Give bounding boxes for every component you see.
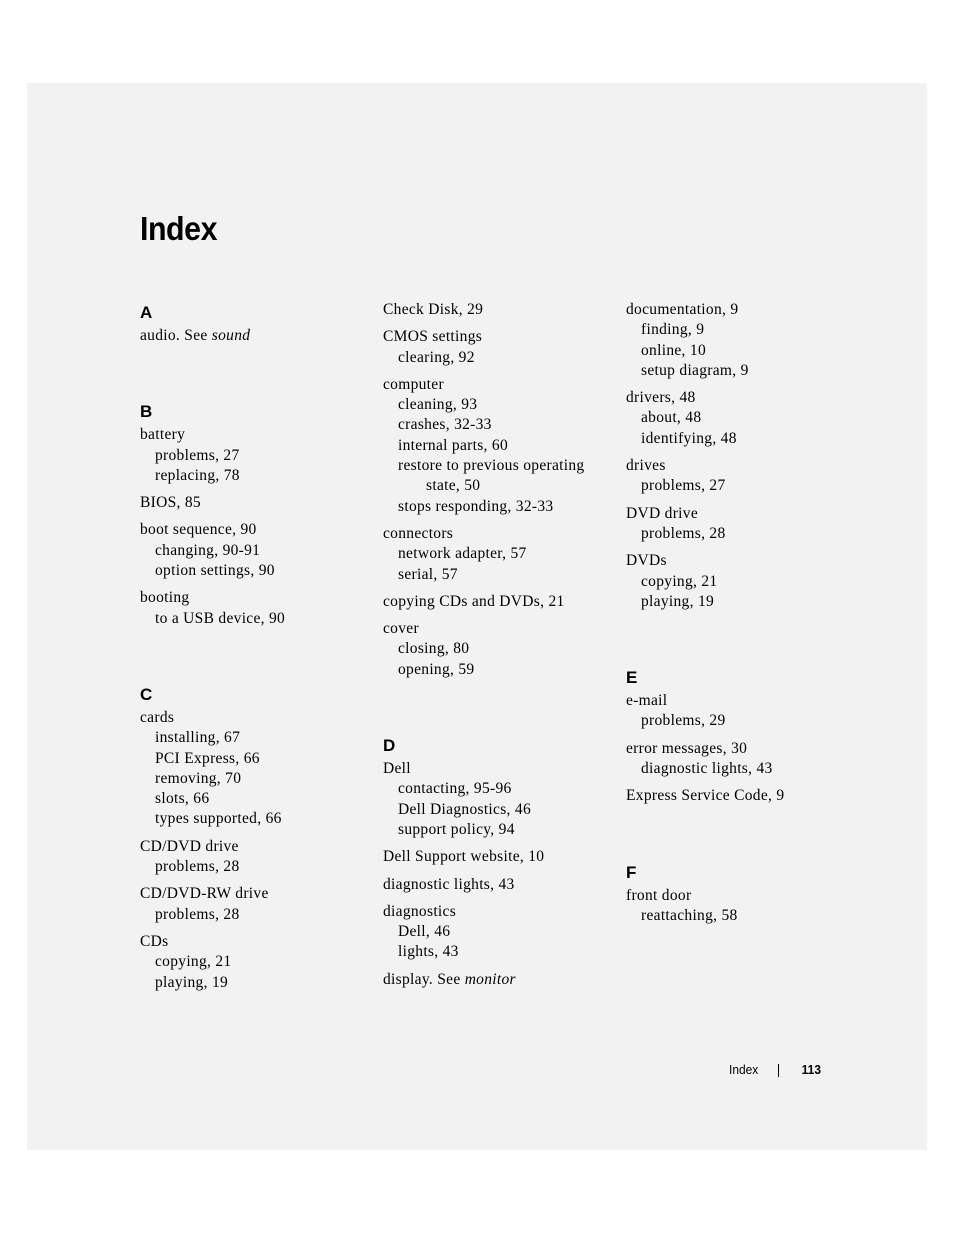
index-term-text: CD/DVD drive bbox=[140, 837, 239, 855]
index-term bbox=[383, 327, 618, 347]
index-term bbox=[626, 551, 861, 571]
index-subentry: network adapter, 57 bbox=[398, 545, 527, 563]
index-term bbox=[383, 619, 618, 639]
index-subentry: support policy, 94 bbox=[398, 820, 515, 838]
index-term bbox=[626, 886, 861, 906]
index-subentry: types supported, 66 bbox=[155, 810, 282, 828]
index-term-text: copying CDs and DVDs, 21 bbox=[383, 592, 565, 610]
index-term-text: DVD drive bbox=[626, 504, 699, 522]
index-entry bbox=[383, 375, 618, 517]
index-term bbox=[140, 425, 375, 445]
index-term bbox=[383, 875, 618, 895]
index-entry bbox=[140, 493, 375, 513]
index-entry bbox=[626, 388, 861, 449]
index-term-text: Dell Support website, 10 bbox=[383, 848, 545, 866]
index-entry bbox=[140, 326, 375, 346]
index-entry bbox=[383, 970, 618, 990]
page-footer bbox=[700, 1062, 821, 1080]
index-subentry: playing, 19 bbox=[641, 592, 715, 610]
index-entry bbox=[626, 456, 861, 497]
index-term bbox=[140, 520, 375, 540]
index-term bbox=[140, 493, 375, 513]
index-term bbox=[383, 902, 618, 922]
index-entry bbox=[626, 786, 861, 806]
index-subentry: reattaching, 58 bbox=[641, 906, 738, 924]
index-subentry: Dell, 46 bbox=[398, 923, 451, 941]
index-subentry: slots, 66 bbox=[155, 790, 210, 808]
index-term bbox=[140, 884, 375, 904]
footer-label: Index bbox=[729, 1062, 759, 1077]
index-entry bbox=[140, 425, 375, 486]
index-term-text: BIOS, 85 bbox=[140, 494, 201, 512]
section-gap bbox=[626, 814, 861, 860]
index-term bbox=[140, 837, 375, 857]
index-entry bbox=[383, 619, 618, 680]
index-subentry: problems, 27 bbox=[155, 446, 240, 464]
page-title: Index bbox=[140, 210, 218, 247]
index-subentry: problems, 29 bbox=[641, 712, 726, 730]
see-reference: monitor bbox=[464, 970, 516, 988]
index-column-1 bbox=[140, 300, 375, 1000]
section-letter: B bbox=[140, 402, 153, 422]
index-term-text: front door bbox=[626, 886, 692, 904]
index-term-text: audio. See bbox=[140, 327, 208, 344]
index-term bbox=[626, 504, 861, 524]
index-subentry: copying, 21 bbox=[155, 953, 232, 971]
index-entry bbox=[140, 837, 375, 878]
index-column-3 bbox=[626, 300, 861, 933]
index-subentry: serial, 57 bbox=[398, 565, 458, 583]
index-subentry: clearing, 92 bbox=[398, 348, 475, 366]
index-entry bbox=[140, 884, 375, 925]
section-letter: F bbox=[626, 862, 637, 882]
index-subentry: problems, 28 bbox=[641, 524, 726, 542]
index-term-text: cards bbox=[140, 708, 175, 726]
index-entry bbox=[140, 588, 375, 629]
index-term bbox=[383, 524, 618, 544]
index-term-text: CMOS settings bbox=[383, 328, 483, 346]
index-term bbox=[383, 592, 618, 612]
index-entry bbox=[383, 327, 618, 368]
page-number: 113 bbox=[801, 1062, 821, 1077]
index-subentry: problems, 28 bbox=[155, 905, 240, 923]
index-term-text: DVDs bbox=[626, 552, 667, 570]
index-term-text: computer bbox=[383, 375, 444, 393]
index-subentry: identifying, 48 bbox=[641, 429, 737, 447]
index-term bbox=[626, 739, 861, 759]
index-subentry-continuation: state, 50 bbox=[426, 477, 481, 495]
index-subentry: internal parts, 60 bbox=[398, 436, 508, 454]
section-gap bbox=[626, 619, 861, 665]
index-subentry: online, 10 bbox=[641, 341, 706, 359]
index-term-text: Dell bbox=[383, 760, 411, 778]
index-term-text: boot sequence, 90 bbox=[140, 521, 257, 539]
index-term-text: Check Disk, 29 bbox=[383, 301, 484, 318]
index-term-text: diagnostics bbox=[383, 902, 457, 920]
index-entry bbox=[626, 691, 861, 732]
index-term bbox=[626, 388, 861, 408]
index-term-text: booting bbox=[140, 589, 190, 607]
index-entry bbox=[383, 524, 618, 585]
index-entry bbox=[626, 551, 861, 612]
index-term bbox=[626, 691, 861, 711]
index-term-text: CDs bbox=[140, 932, 169, 950]
index-column-2 bbox=[383, 300, 618, 997]
index-term bbox=[140, 708, 375, 728]
index-term-text: Express Service Code, 9 bbox=[626, 787, 785, 805]
index-term-text: drives bbox=[626, 457, 666, 475]
index-term bbox=[626, 456, 861, 476]
index-entry bbox=[383, 759, 618, 840]
section-letter: C bbox=[140, 684, 153, 704]
index-subentry: finding, 9 bbox=[641, 321, 705, 339]
index-term bbox=[626, 786, 861, 806]
index-term-text: cover bbox=[383, 620, 419, 638]
index-subentry: changing, 90-91 bbox=[155, 541, 261, 559]
footer-separator bbox=[778, 1064, 779, 1077]
index-entry bbox=[383, 592, 618, 612]
index-subentry: cleaning, 93 bbox=[398, 396, 478, 414]
index-subentry: opening, 59 bbox=[398, 660, 475, 678]
index-term bbox=[383, 300, 618, 320]
index-subentry: replacing, 78 bbox=[155, 466, 240, 484]
index-subentry: removing, 70 bbox=[155, 769, 242, 787]
index-term-text: battery bbox=[140, 426, 186, 444]
index-subentry: to a USB device, 90 bbox=[155, 609, 286, 627]
index-term bbox=[383, 970, 618, 990]
section-gap bbox=[383, 687, 618, 733]
section-gap bbox=[140, 353, 375, 399]
index-subentry: problems, 27 bbox=[641, 477, 726, 495]
index-subentry: contacting, 95-96 bbox=[398, 780, 512, 798]
index-subentry: playing, 19 bbox=[155, 973, 229, 991]
index-term bbox=[140, 588, 375, 608]
section-letter: E bbox=[626, 668, 638, 688]
index-term bbox=[140, 326, 375, 346]
index-term bbox=[626, 300, 861, 320]
index-subentry: lights, 43 bbox=[398, 943, 459, 961]
index-subentry: installing, 67 bbox=[155, 729, 241, 747]
index-entry bbox=[140, 520, 375, 581]
index-entry bbox=[140, 932, 375, 993]
index-entry bbox=[383, 300, 618, 320]
section-gap bbox=[140, 636, 375, 682]
index-entry bbox=[383, 847, 618, 867]
index-subentry: closing, 80 bbox=[398, 640, 470, 658]
index-entry bbox=[626, 504, 861, 545]
index-term bbox=[383, 759, 618, 779]
index-term-text: CD/DVD-RW drive bbox=[140, 885, 269, 903]
index-subentry: PCI Express, 66 bbox=[155, 749, 260, 767]
index-subentry: problems, 28 bbox=[155, 858, 240, 876]
index-term bbox=[140, 932, 375, 952]
index-subentry: stops responding, 32-33 bbox=[398, 497, 554, 515]
index-term-text: error messages, 30 bbox=[626, 739, 748, 757]
index-subentry: crashes, 32-33 bbox=[398, 416, 492, 434]
index-entry bbox=[626, 739, 861, 780]
index-term-text: e-mail bbox=[626, 692, 668, 710]
section-letter: D bbox=[383, 736, 396, 756]
index-entry bbox=[626, 300, 861, 381]
index-entry bbox=[383, 875, 618, 895]
index-subentry: diagnostic lights, 43 bbox=[641, 760, 773, 778]
index-term-text: drivers, 48 bbox=[626, 389, 696, 407]
index-subentry: Dell Diagnostics, 46 bbox=[398, 800, 531, 818]
index-term-text: connectors bbox=[383, 524, 454, 542]
index-subentry: copying, 21 bbox=[641, 572, 718, 590]
index-entry bbox=[140, 708, 375, 830]
index-entry bbox=[626, 886, 861, 927]
index-term-text: display. See bbox=[383, 970, 461, 988]
index-term-text: documentation, 9 bbox=[626, 301, 739, 318]
section-letter: A bbox=[140, 303, 153, 322]
index-subentry: restore to previous operating bbox=[398, 457, 585, 475]
index-subentry: setup diagram, 9 bbox=[641, 361, 749, 379]
index-term-text: diagnostic lights, 43 bbox=[383, 875, 515, 893]
see-reference: sound bbox=[211, 327, 251, 344]
index-entry bbox=[383, 902, 618, 963]
index-term bbox=[383, 847, 618, 867]
index-subentry: about, 48 bbox=[641, 409, 702, 427]
index-term bbox=[383, 375, 618, 395]
index-subentry: option settings, 90 bbox=[155, 562, 275, 580]
